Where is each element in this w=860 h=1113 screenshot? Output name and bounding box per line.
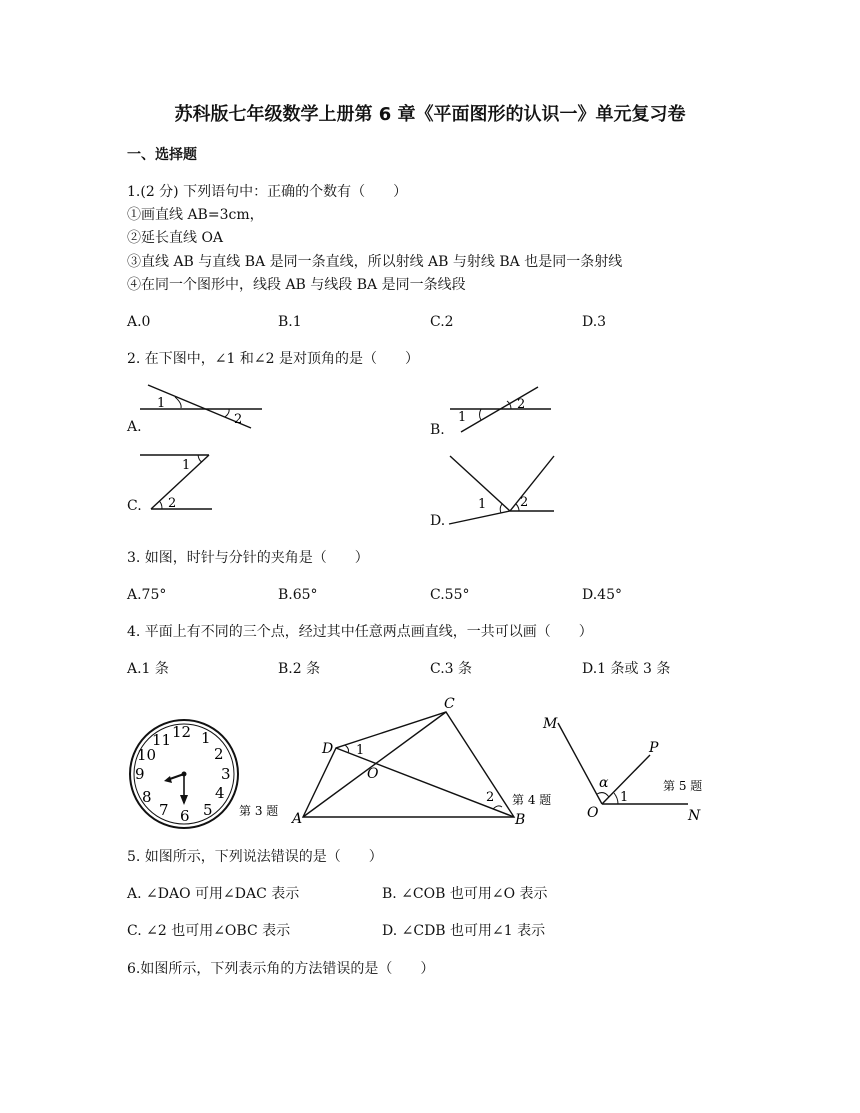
clock-figure [125,715,285,830]
clock-number: 6 [180,807,190,825]
clock-number: 5 [203,801,213,819]
angle-2-label: 2 [520,495,529,510]
clock-number: 12 [172,723,192,741]
angle-2-label: 2 [486,790,495,805]
q5-option-a[interactable]: A. ∠DAO 可用∠DAC 表示 [127,886,300,902]
q1-option-a[interactable]: A.0 [127,314,151,330]
q1-item: ②延长直线 OA [127,230,224,246]
q3-option-c[interactable]: C.55° [430,587,470,603]
angle-2-label: 2 [168,496,177,511]
fig3-caption: 第 3 题 [239,804,279,818]
angle-2-label: 2 [234,412,243,427]
q5-stem: 5. 如图所示，下列说法错误的是（ ） [127,849,383,865]
hour-hand-tip [164,776,172,783]
angle-2-label: 2 [517,397,526,412]
angle-figure [538,705,708,825]
fig5-caption: 第 5 题 [663,779,703,793]
q2-option-b[interactable]: B. [430,422,445,438]
alpha-label: α [599,775,609,791]
clock-number: 2 [214,745,224,763]
angle-1-label: 1 [182,458,191,473]
q1-stem: 1.(2 分) 下列语句中：正确的个数有（ ） [127,184,408,200]
q1-item: ③直线 AB 与直线 BA 是同一条直线，所以射线 AB 与射线 BA 也是同一条射线 [127,254,623,270]
point-o-label: O [367,766,379,782]
clock-number: 1 [201,729,211,747]
point-n-label: N [688,808,701,824]
fig4-caption: 第 4 题 [512,793,552,807]
clock-number: 9 [135,765,145,783]
clock-number: 8 [142,788,152,806]
point-p-label: P [649,740,659,756]
clock-number: 4 [215,784,225,802]
q4-option-d[interactable]: D.1 条或 3 条 [582,661,671,677]
q4-option-b[interactable]: B.2 条 [278,661,321,677]
q5-option-c[interactable]: C. ∠2 也可用∠OBC 表示 [127,923,291,939]
q3-stem: 3. 如图，时针与分针的夹角是（ ） [127,550,369,566]
q5-option-d[interactable]: D. ∠CDB 也可用∠1 表示 [382,923,546,939]
point-c-label: C [444,696,455,712]
angle-1-label: 1 [157,396,166,411]
q2-figure-b [445,380,560,440]
q1-option-b[interactable]: B.1 [278,314,302,330]
q5-option-b[interactable]: B. ∠COB 也可用∠O 表示 [382,886,548,902]
point-o-label: O [587,805,599,821]
point-b-label: B [515,812,526,828]
q1-item: ①画直线 AB=3cm， [127,207,264,223]
angle-1-label: 1 [478,497,487,512]
q2-option-a[interactable]: A. [127,419,142,435]
q4-option-c[interactable]: C.3 条 [430,661,473,677]
point-a-label: A [292,811,303,827]
point-d-label: D [322,741,334,757]
angle-1-label: 1 [620,790,629,805]
q2-stem: 2. 在下图中，∠1 和∠2 是对顶角的是（ ） [127,351,419,367]
q1-option-d[interactable]: D.3 [582,314,607,330]
section-heading: 一、选择题 [127,147,197,163]
q2-figure-c [140,450,220,515]
q2-option-d[interactable]: D. [430,513,446,529]
q2-option-c[interactable]: C. [127,498,142,514]
q2-figure-a [140,380,270,430]
page-title: 苏科版七年级数学上册第 6 章《平面图形的认识一》单元复习卷 [174,104,686,125]
clock-number: 7 [159,801,169,819]
point-m-label: M [543,716,558,732]
clock-number: 3 [221,765,231,783]
q4-option-a[interactable]: A.1 条 [127,661,169,677]
clock-number: 11 [152,731,172,749]
q1-option-c[interactable]: C.2 [430,314,454,330]
clock-number: 10 [137,746,157,764]
q4-stem: 4. 平面上有不同的三个点，经过其中任意两点画直线，一共可以画（ ） [127,624,593,640]
quadrilateral-figure [288,693,553,833]
angle-1-label: 1 [356,743,365,758]
q3-option-a[interactable]: A.75° [127,587,167,603]
q3-option-d[interactable]: D.45° [582,587,622,603]
q2-figure-d [445,452,560,527]
minute-hand-tip [180,795,188,805]
q6-stem: 6.如图所示，下列表示角的方法错误的是（ ） [127,961,435,977]
angle-1-label: 1 [458,410,467,425]
q1-item: ④在同一个图形中，线段 AB 与线段 BA 是同一条线段 [127,277,466,293]
q3-option-b[interactable]: B.65° [278,587,318,603]
